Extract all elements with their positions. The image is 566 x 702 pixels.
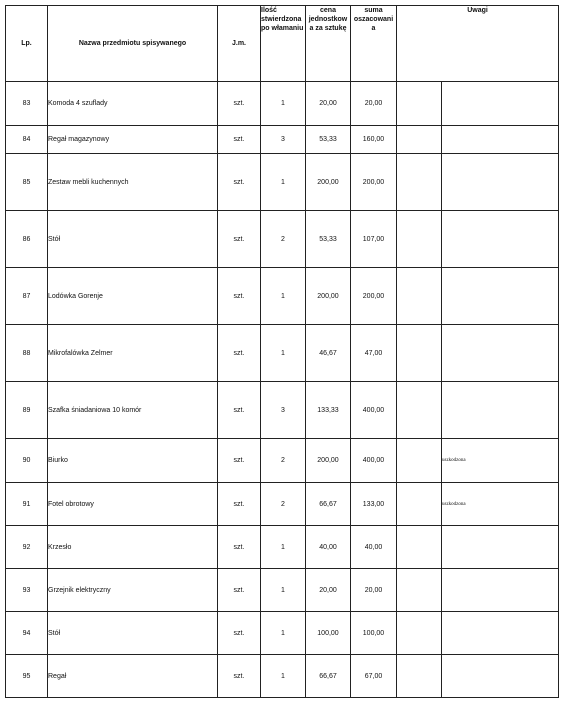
notes-cell-a bbox=[397, 382, 442, 439]
notes-cell-a bbox=[397, 655, 442, 698]
item-name: Stół bbox=[48, 612, 218, 655]
item-name: Biurko bbox=[48, 439, 218, 483]
item-note bbox=[442, 126, 559, 154]
header-unit: J.m. bbox=[218, 6, 261, 82]
item-note: uszkodzona bbox=[442, 483, 559, 526]
item-unit-price: 100,00 bbox=[306, 612, 351, 655]
row-number: 87 bbox=[6, 268, 48, 325]
item-unit: szt. bbox=[218, 211, 261, 268]
item-unit: szt. bbox=[218, 126, 261, 154]
row-number: 86 bbox=[6, 211, 48, 268]
item-note bbox=[442, 325, 559, 382]
header-notes: Uwagi bbox=[397, 6, 559, 82]
item-total: 47,00 bbox=[351, 325, 397, 382]
inventory-table bbox=[5, 5, 559, 698]
row-number: 89 bbox=[6, 382, 48, 439]
item-quantity: 1 bbox=[261, 325, 306, 382]
item-name: Grzejnik elektryczny bbox=[48, 569, 218, 612]
item-total: 67,00 bbox=[351, 655, 397, 698]
item-name: Mikrofalówka Zelmer bbox=[48, 325, 218, 382]
header-total: suma oszacowani a bbox=[351, 6, 397, 82]
notes-cell-a bbox=[397, 483, 442, 526]
notes-cell-a bbox=[397, 126, 442, 154]
item-total: 400,00 bbox=[351, 439, 397, 483]
item-unit-price: 200,00 bbox=[306, 268, 351, 325]
item-quantity: 1 bbox=[261, 526, 306, 569]
item-note: uszkodzona bbox=[442, 439, 559, 483]
item-quantity: 2 bbox=[261, 483, 306, 526]
item-unit-price: 53,33 bbox=[306, 126, 351, 154]
item-note bbox=[442, 526, 559, 569]
table-row bbox=[6, 612, 559, 655]
item-name: Lodówka Gorenje bbox=[48, 268, 218, 325]
notes-cell-a bbox=[397, 268, 442, 325]
table-row bbox=[6, 154, 559, 211]
item-unit: szt. bbox=[218, 82, 261, 126]
notes-cell-a bbox=[397, 211, 442, 268]
header-name: Nazwa przedmiotu spisywanego bbox=[48, 6, 218, 82]
item-quantity: 2 bbox=[261, 439, 306, 483]
table-row bbox=[6, 655, 559, 698]
item-name: Zestaw mebli kuchennych bbox=[48, 154, 218, 211]
item-unit-price: 133,33 bbox=[306, 382, 351, 439]
item-quantity: 3 bbox=[261, 382, 306, 439]
item-unit: szt. bbox=[218, 483, 261, 526]
item-name: Krzesło bbox=[48, 526, 218, 569]
header-unit-price: cena jednostkow a za sztukę bbox=[306, 6, 351, 82]
row-number: 88 bbox=[6, 325, 48, 382]
notes-cell-a bbox=[397, 82, 442, 126]
item-unit-price: 20,00 bbox=[306, 82, 351, 126]
item-quantity: 2 bbox=[261, 211, 306, 268]
item-name: Stół bbox=[48, 211, 218, 268]
notes-cell-a bbox=[397, 612, 442, 655]
item-unit: szt. bbox=[218, 612, 261, 655]
item-total: 160,00 bbox=[351, 126, 397, 154]
item-total: 20,00 bbox=[351, 569, 397, 612]
item-unit: szt. bbox=[218, 325, 261, 382]
item-quantity: 3 bbox=[261, 126, 306, 154]
item-unit-price: 46,67 bbox=[306, 325, 351, 382]
table-row bbox=[6, 483, 559, 526]
row-number: 95 bbox=[6, 655, 48, 698]
item-name: Komoda 4 szuflady bbox=[48, 82, 218, 126]
row-number: 93 bbox=[6, 569, 48, 612]
table-row bbox=[6, 439, 559, 483]
table-row bbox=[6, 526, 559, 569]
item-unit: szt. bbox=[218, 569, 261, 612]
row-number: 92 bbox=[6, 526, 48, 569]
table-row bbox=[6, 382, 559, 439]
row-number: 85 bbox=[6, 154, 48, 211]
item-name: Szafka śniadaniowa 10 komór bbox=[48, 382, 218, 439]
item-total: 400,00 bbox=[351, 382, 397, 439]
item-note bbox=[442, 82, 559, 126]
item-unit-price: 200,00 bbox=[306, 439, 351, 483]
item-unit: szt. bbox=[218, 439, 261, 483]
row-number: 84 bbox=[6, 126, 48, 154]
item-unit-price: 66,67 bbox=[306, 483, 351, 526]
table-row bbox=[6, 268, 559, 325]
item-unit-price: 66,67 bbox=[306, 655, 351, 698]
item-unit-price: 200,00 bbox=[306, 154, 351, 211]
item-quantity: 1 bbox=[261, 612, 306, 655]
notes-cell-a bbox=[397, 439, 442, 483]
header-lp: Lp. bbox=[6, 6, 48, 82]
notes-cell-a bbox=[397, 526, 442, 569]
table-row bbox=[6, 211, 559, 268]
item-quantity: 1 bbox=[261, 82, 306, 126]
item-name: Regał bbox=[48, 655, 218, 698]
row-number: 90 bbox=[6, 439, 48, 483]
item-note bbox=[442, 655, 559, 698]
header-row bbox=[6, 6, 559, 82]
item-total: 200,00 bbox=[351, 268, 397, 325]
table-row bbox=[6, 325, 559, 382]
item-quantity: 1 bbox=[261, 569, 306, 612]
header-quantity: Ilość stwierdzona po włamaniu bbox=[261, 6, 306, 82]
item-total: 100,00 bbox=[351, 612, 397, 655]
item-quantity: 1 bbox=[261, 154, 306, 211]
item-note bbox=[442, 612, 559, 655]
item-name: Regał magazynowy bbox=[48, 126, 218, 154]
item-total: 40,00 bbox=[351, 526, 397, 569]
item-total: 107,00 bbox=[351, 211, 397, 268]
item-unit: szt. bbox=[218, 268, 261, 325]
item-note bbox=[442, 382, 559, 439]
item-unit: szt. bbox=[218, 154, 261, 211]
item-quantity: 1 bbox=[261, 655, 306, 698]
row-number: 94 bbox=[6, 612, 48, 655]
item-quantity: 1 bbox=[261, 268, 306, 325]
item-note bbox=[442, 569, 559, 612]
item-note bbox=[442, 268, 559, 325]
notes-cell-a bbox=[397, 154, 442, 211]
table-row bbox=[6, 569, 559, 612]
item-unit-price: 20,00 bbox=[306, 569, 351, 612]
item-note bbox=[442, 154, 559, 211]
item-total: 133,00 bbox=[351, 483, 397, 526]
table-row bbox=[6, 82, 559, 126]
item-unit: szt. bbox=[218, 382, 261, 439]
item-unit-price: 40,00 bbox=[306, 526, 351, 569]
item-name: Fotel obrotowy bbox=[48, 483, 218, 526]
notes-cell-a bbox=[397, 569, 442, 612]
notes-cell-a bbox=[397, 325, 442, 382]
table-row bbox=[6, 126, 559, 154]
item-note bbox=[442, 211, 559, 268]
item-total: 200,00 bbox=[351, 154, 397, 211]
item-total: 20,00 bbox=[351, 82, 397, 126]
item-unit: szt. bbox=[218, 655, 261, 698]
item-unit-price: 53,33 bbox=[306, 211, 351, 268]
row-number: 91 bbox=[6, 483, 48, 526]
item-unit: szt. bbox=[218, 526, 261, 569]
row-number: 83 bbox=[6, 82, 48, 126]
